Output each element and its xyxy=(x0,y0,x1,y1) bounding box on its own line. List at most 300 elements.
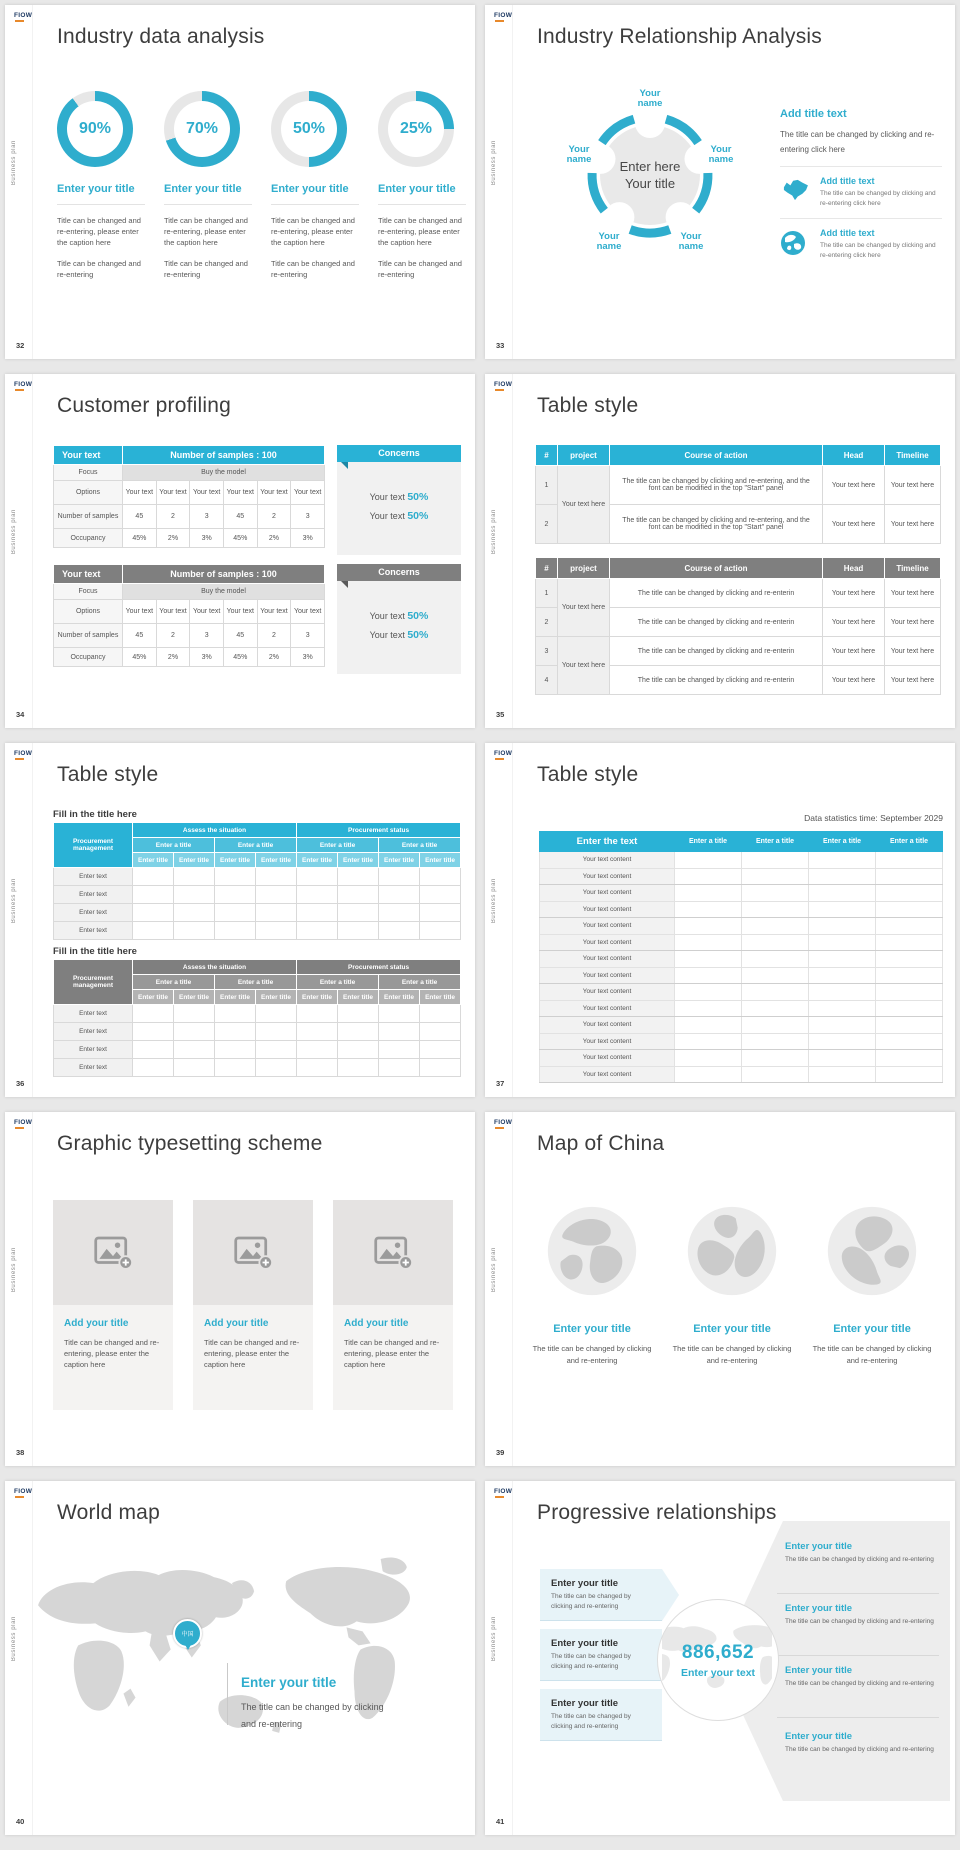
item-caption: Title can be changed and re-entering, please enter the caption here xyxy=(271,216,355,247)
globe-block xyxy=(527,1204,657,1367)
globe-icon xyxy=(685,1204,779,1298)
item-title: Enter your title xyxy=(164,183,242,195)
card-caption: Title can be changed and re-entering, please enter the caption here xyxy=(344,1338,440,1369)
divider xyxy=(512,5,513,359)
cell: 3 xyxy=(190,624,224,648)
cell: Your text here xyxy=(558,579,610,637)
empty-cell xyxy=(809,868,876,885)
slide-title: Table style xyxy=(57,763,159,786)
cell: Your text here xyxy=(823,608,885,637)
sub-header: Enter title xyxy=(297,853,338,868)
callout-line: Your text 50% xyxy=(369,610,429,622)
empty-cell xyxy=(809,934,876,951)
empty-cell xyxy=(338,922,379,940)
percent-value: 70% xyxy=(185,120,219,137)
row-label: Your text content xyxy=(540,967,675,984)
row-label: Enter text xyxy=(54,868,133,886)
row-label: Your text content xyxy=(540,951,675,968)
row-label: Number of samples xyxy=(54,624,123,648)
empty-cell xyxy=(215,1059,256,1077)
empty-cell xyxy=(876,1017,943,1034)
empty-cell xyxy=(297,868,338,886)
empty-cell xyxy=(742,868,809,885)
empty-cell xyxy=(742,885,809,902)
cell: The title can be changed by clicking and re-entering, and the font can be modified in the top "Start" panel xyxy=(610,466,823,505)
empty-cell xyxy=(297,1023,338,1041)
sub-header: Enter title xyxy=(420,990,461,1005)
sub-header: Enter a title xyxy=(215,838,297,853)
item-title: Enter your title xyxy=(785,1541,853,1552)
row-label: Options xyxy=(54,481,123,505)
empty-cell xyxy=(133,868,174,886)
sub-header: Enter title xyxy=(338,990,379,1005)
empty-cell xyxy=(809,951,876,968)
globe-block xyxy=(667,1204,797,1367)
item-caption: Title can be changed and re-entering, please enter the caption here xyxy=(378,216,462,247)
row-label: Your text content xyxy=(540,885,675,902)
empty-cell xyxy=(876,967,943,984)
donut-chart xyxy=(57,91,133,167)
empty-cell xyxy=(809,852,876,869)
item-caption: Title can be changed and re-entering xyxy=(164,259,248,279)
cell: 1 xyxy=(536,579,558,608)
divider xyxy=(378,204,466,205)
empty-cell xyxy=(379,868,420,886)
node-label: Your name xyxy=(678,231,704,252)
sub-header: Enter title xyxy=(174,853,215,868)
percent-value: 90% xyxy=(78,120,112,137)
slide-41[interactable] xyxy=(485,1481,955,1835)
vertical-brand-label: Business plan xyxy=(491,140,497,186)
item-heading: Add title text xyxy=(820,228,875,238)
cell: 3 xyxy=(190,505,224,529)
globe-icon xyxy=(780,228,812,261)
item-caption: The title can be changed by clicking and re-entering xyxy=(785,1680,934,1687)
donut-block xyxy=(271,91,371,280)
item-title: Enter your title xyxy=(693,1323,771,1335)
list-item xyxy=(780,176,942,209)
empty-cell xyxy=(809,1000,876,1017)
row-label: Your text content xyxy=(540,1000,675,1017)
empty-cell xyxy=(338,868,379,886)
empty-cell xyxy=(297,886,338,904)
empty-cell xyxy=(420,868,461,886)
cell: The title can be changed by clicking and re-enterin xyxy=(610,637,823,666)
cell: Your text here xyxy=(823,666,885,695)
globe-row xyxy=(527,1204,947,1367)
samples-table xyxy=(53,564,325,667)
empty-cell xyxy=(420,904,461,922)
column-header: project xyxy=(558,445,610,466)
right-item xyxy=(785,1541,937,1565)
empty-cell xyxy=(420,1023,461,1041)
slide-title: Table style xyxy=(537,763,639,786)
empty-cell xyxy=(256,1005,297,1023)
group-header: Assess the situation xyxy=(133,823,297,838)
percent-value: 50% xyxy=(292,120,326,137)
item-caption: Title can be changed and re-entering, please enter the caption here xyxy=(164,216,248,247)
slide-number: 36 xyxy=(16,1079,25,1088)
vertical-brand-label: Business plan xyxy=(491,509,497,555)
cell: The title can be changed by clicking and re-enterin xyxy=(610,608,823,637)
donut-chart-row xyxy=(57,91,475,280)
cell: Your text here xyxy=(823,579,885,608)
cell: Your text here xyxy=(823,637,885,666)
section-caption: The title can be changed by clicking and re-entering click here xyxy=(780,130,935,154)
callout-header: Concerns xyxy=(337,564,461,581)
empty-cell xyxy=(742,1000,809,1017)
empty-cell xyxy=(675,1000,742,1017)
row-label: Your text content xyxy=(540,901,675,918)
card-row xyxy=(53,1200,473,1410)
empty-cell xyxy=(675,868,742,885)
cell: 2 xyxy=(156,624,190,648)
divider xyxy=(32,5,33,359)
vertical-brand-label: Business plan xyxy=(491,878,497,924)
column-header: Timeline xyxy=(885,558,941,579)
empty-cell xyxy=(742,967,809,984)
empty-cell xyxy=(420,1041,461,1059)
section-heading: Add title text xyxy=(780,108,847,120)
empty-cell xyxy=(379,1005,420,1023)
empty-cell xyxy=(675,967,742,984)
add-image-icon xyxy=(233,1235,273,1270)
row-label: Your text content xyxy=(540,918,675,935)
corner-header: Procurement management xyxy=(54,823,133,868)
empty-cell xyxy=(675,1066,742,1083)
column-header: Your text xyxy=(54,446,123,465)
row-label: Your text content xyxy=(540,1050,675,1067)
fiow-logo: FIOW xyxy=(494,382,512,391)
callout-line: Your text 50% xyxy=(369,629,429,641)
row-label: Enter text xyxy=(54,1041,133,1059)
cell: The title can be changed by clicking and re-entering, and the font can be modified in the top "Start" panel xyxy=(610,505,823,544)
card-caption: Title can be changed and re-entering, please enter the caption here xyxy=(64,1338,160,1369)
item-title: Enter your title xyxy=(551,1698,619,1709)
column-header: Number of samples : 100 xyxy=(123,446,325,465)
cell: 45 xyxy=(123,624,157,648)
donut-chart xyxy=(271,91,347,167)
fiow-logo: FIOW xyxy=(14,13,32,22)
fiow-logo: FIOW xyxy=(14,1489,32,1498)
callout-header: Concerns xyxy=(337,445,461,462)
image-card xyxy=(193,1200,313,1410)
slide-37[interactable] xyxy=(485,743,955,1097)
column-header: Enter the text xyxy=(540,832,675,852)
card-body xyxy=(53,1305,173,1410)
cell: 2 xyxy=(536,505,558,544)
empty-cell xyxy=(256,868,297,886)
empty-cell xyxy=(809,1017,876,1034)
item-caption: The title can be changed by clicking and re-entering xyxy=(551,1593,631,1610)
sub-header: Enter a title xyxy=(297,975,379,990)
empty-cell xyxy=(215,868,256,886)
callout-line xyxy=(227,1663,228,1725)
china-map-icon xyxy=(780,176,812,207)
right-item xyxy=(785,1603,937,1627)
empty-cell xyxy=(256,886,297,904)
row-label: Options xyxy=(54,600,123,624)
group-header: Procurement status xyxy=(297,960,461,975)
slide-title: Map of China xyxy=(537,1132,665,1155)
right-item xyxy=(785,1665,937,1689)
empty-cell xyxy=(133,886,174,904)
empty-cell xyxy=(675,885,742,902)
item-title: Enter your title xyxy=(785,1665,853,1676)
cell: 2 xyxy=(536,608,558,637)
empty-cell xyxy=(420,922,461,940)
empty-cell xyxy=(809,984,876,1001)
empty-cell xyxy=(338,1041,379,1059)
row-label: Your text content xyxy=(540,934,675,951)
row-label: Your text content xyxy=(540,984,675,1001)
empty-cell xyxy=(338,886,379,904)
cell: 45% xyxy=(123,648,157,667)
card-title: Add your title xyxy=(344,1318,409,1329)
data-statistics-note: Data statistics time: September 2029 xyxy=(804,813,943,823)
empty-cell xyxy=(215,904,256,922)
empty-cell xyxy=(876,984,943,1001)
empty-cell xyxy=(215,1005,256,1023)
column-header: Head xyxy=(823,558,885,579)
empty-cell xyxy=(133,922,174,940)
empty-cell xyxy=(379,1041,420,1059)
column-header: project xyxy=(558,558,610,579)
item-title: Enter your title xyxy=(785,1731,853,1742)
empty-cell xyxy=(379,904,420,922)
group-header: Assess the situation xyxy=(133,960,297,975)
empty-cell xyxy=(876,901,943,918)
sub-header: Enter title xyxy=(215,990,256,1005)
empty-cell xyxy=(742,1066,809,1083)
item-caption: The title can be changed by clicking and re-entering xyxy=(785,1618,934,1625)
divider xyxy=(780,166,942,167)
card-body xyxy=(333,1305,453,1410)
slide-number: 37 xyxy=(496,1079,505,1088)
column-header: Course of action xyxy=(610,445,823,466)
list-item xyxy=(780,228,942,261)
cell: Your text here xyxy=(885,579,941,608)
cell: 45% xyxy=(223,648,257,667)
cell: Your text xyxy=(123,600,157,624)
empty-cell xyxy=(379,886,420,904)
slide-number: 38 xyxy=(16,1448,25,1457)
empty-cell xyxy=(742,901,809,918)
column-header: Enter a title xyxy=(876,832,943,852)
slide-33[interactable] xyxy=(485,5,955,359)
callout-caption: The title can be changed by clicking and re-entering xyxy=(241,1702,384,1729)
node-label: Your name xyxy=(596,231,622,252)
fiow-logo: FIOW xyxy=(494,13,512,22)
slide-number: 33 xyxy=(496,341,505,350)
slide-36[interactable] xyxy=(5,743,475,1097)
empty-cell xyxy=(876,1050,943,1067)
row-label: Focus xyxy=(54,465,123,481)
sub-header: Enter title xyxy=(379,853,420,868)
sub-header: Enter title xyxy=(256,853,297,868)
globe-icon xyxy=(825,1204,919,1298)
sub-header: Enter a title xyxy=(133,838,215,853)
divider xyxy=(57,204,145,205)
empty-cell xyxy=(876,852,943,869)
cell: 3% xyxy=(291,529,325,548)
item-title: Enter your title xyxy=(551,1578,619,1589)
slide-32[interactable] xyxy=(5,5,475,359)
empty-cell xyxy=(876,951,943,968)
concerns-callout xyxy=(337,564,461,674)
slide-40[interactable] xyxy=(5,1481,475,1835)
cell: Your text xyxy=(257,600,291,624)
cell: 3% xyxy=(190,529,224,548)
empty-cell xyxy=(675,918,742,935)
slide-35[interactable] xyxy=(485,374,955,728)
empty-cell xyxy=(297,904,338,922)
action-table-gray xyxy=(535,557,941,695)
cell: Your text here xyxy=(823,505,885,544)
divider xyxy=(32,1112,33,1466)
slide-34[interactable] xyxy=(5,374,475,728)
callout-title: Enter your title xyxy=(241,1675,337,1690)
slide-title: Industry Relationship Analysis xyxy=(537,25,822,48)
sub-header: Enter title xyxy=(133,990,174,1005)
empty-cell xyxy=(174,904,215,922)
item-heading: Add title text xyxy=(820,176,875,186)
item-caption: The title can be changed by clicking and re-entering xyxy=(532,1344,652,1365)
item-caption: Title can be changed and re-entering xyxy=(57,259,141,279)
empty-cell xyxy=(675,1017,742,1034)
image-card xyxy=(333,1200,453,1410)
empty-cell xyxy=(742,852,809,869)
row-label: Number of samples xyxy=(54,505,123,529)
row-label: Your text content xyxy=(540,1066,675,1083)
row-label: Focus xyxy=(54,584,123,600)
image-card xyxy=(53,1200,173,1410)
slide-38[interactable] xyxy=(5,1112,475,1466)
row-label: Enter text xyxy=(54,922,133,940)
cell: Buy the model xyxy=(123,584,325,600)
vertical-brand-label: Business plan xyxy=(491,1616,497,1662)
sub-header: Enter a title xyxy=(379,975,461,990)
sub-header: Enter title xyxy=(256,990,297,1005)
item-caption: The title can be changed by clicking and re-entering click here xyxy=(820,190,936,207)
empty-cell xyxy=(133,1023,174,1041)
cell: The title can be changed by clicking and re-enterin xyxy=(610,579,823,608)
cell: Your text xyxy=(190,600,224,624)
vertical-brand-label: Business plan xyxy=(491,1247,497,1293)
slide-title: Customer profiling xyxy=(57,394,231,417)
empty-cell xyxy=(675,951,742,968)
fiow-logo: FIOW xyxy=(494,1489,512,1498)
divider xyxy=(777,1717,939,1718)
row-label: Enter text xyxy=(54,1005,133,1023)
data-table xyxy=(539,831,943,1083)
slide-number: 40 xyxy=(16,1817,25,1826)
item-title: Enter your title xyxy=(833,1323,911,1335)
empty-cell xyxy=(675,1050,742,1067)
empty-cell xyxy=(876,1000,943,1017)
sub-header: Enter a title xyxy=(133,975,215,990)
empty-cell xyxy=(742,1050,809,1067)
cell: 45% xyxy=(223,529,257,548)
item-title: Enter your title xyxy=(785,1603,853,1614)
vertical-brand-label: Business plan xyxy=(11,140,17,186)
cell: 2 xyxy=(156,505,190,529)
cell: 45% xyxy=(123,529,157,548)
item-title: Enter your title xyxy=(551,1638,619,1649)
left-item xyxy=(540,1689,662,1741)
cell: 2% xyxy=(257,529,291,548)
empty-cell xyxy=(379,1059,420,1077)
empty-cell xyxy=(133,1041,174,1059)
empty-cell xyxy=(215,922,256,940)
divider xyxy=(512,1481,513,1835)
cell: 45 xyxy=(123,505,157,529)
card-title: Add your title xyxy=(64,1318,129,1329)
row-label: Your text content xyxy=(540,868,675,885)
left-item xyxy=(540,1569,662,1621)
empty-cell xyxy=(174,1005,215,1023)
sub-header: Enter a title xyxy=(379,838,461,853)
cell: Your text here xyxy=(558,637,610,695)
slide-number: 34 xyxy=(16,710,25,719)
item-caption: Title can be changed and re-entering xyxy=(271,259,355,279)
empty-cell xyxy=(256,1059,297,1077)
cell: Your text xyxy=(223,600,257,624)
action-table-teal xyxy=(535,444,941,544)
donut-block xyxy=(164,91,264,280)
callout-line: Your text 50% xyxy=(369,510,429,522)
sub-header: Enter title xyxy=(420,853,461,868)
item-caption: The title can be changed by clicking and re-entering xyxy=(551,1653,631,1670)
empty-cell xyxy=(809,1066,876,1083)
corner-header: Procurement management xyxy=(54,960,133,1005)
list-item-text xyxy=(820,228,942,261)
empty-cell xyxy=(420,1059,461,1077)
empty-cell xyxy=(420,886,461,904)
cell: 4 xyxy=(536,666,558,695)
slide-title: Table style xyxy=(537,394,639,417)
slide-number: 41 xyxy=(496,1817,505,1826)
column-header: Number of samples : 100 xyxy=(123,565,325,584)
row-label: Enter text xyxy=(54,1059,133,1077)
column-header: Course of action xyxy=(610,558,823,579)
cell: 3% xyxy=(190,648,224,667)
empty-cell xyxy=(174,1041,215,1059)
column-header: Enter a title xyxy=(742,832,809,852)
cell: 3 xyxy=(536,637,558,666)
statistic-circle xyxy=(657,1599,779,1721)
percent-value: 25% xyxy=(399,120,433,137)
cell: Buy the model xyxy=(123,465,325,481)
right-item xyxy=(785,1731,937,1755)
cell: Your text here xyxy=(823,466,885,505)
empty-cell xyxy=(675,984,742,1001)
add-image-icon xyxy=(373,1235,413,1270)
empty-cell xyxy=(742,951,809,968)
cell: 45 xyxy=(223,624,257,648)
slide-title: Graphic typesetting scheme xyxy=(57,1132,323,1155)
empty-cell xyxy=(215,1041,256,1059)
slide-39[interactable] xyxy=(485,1112,955,1466)
cell: 2 xyxy=(257,624,291,648)
cell: Your text xyxy=(291,600,325,624)
slide-number: 39 xyxy=(496,1448,505,1457)
sub-header: Enter title xyxy=(379,990,420,1005)
divider xyxy=(512,1112,513,1466)
vertical-brand-label: Business plan xyxy=(11,1616,17,1662)
sub-header: Enter title xyxy=(297,990,338,1005)
empty-cell xyxy=(133,1059,174,1077)
